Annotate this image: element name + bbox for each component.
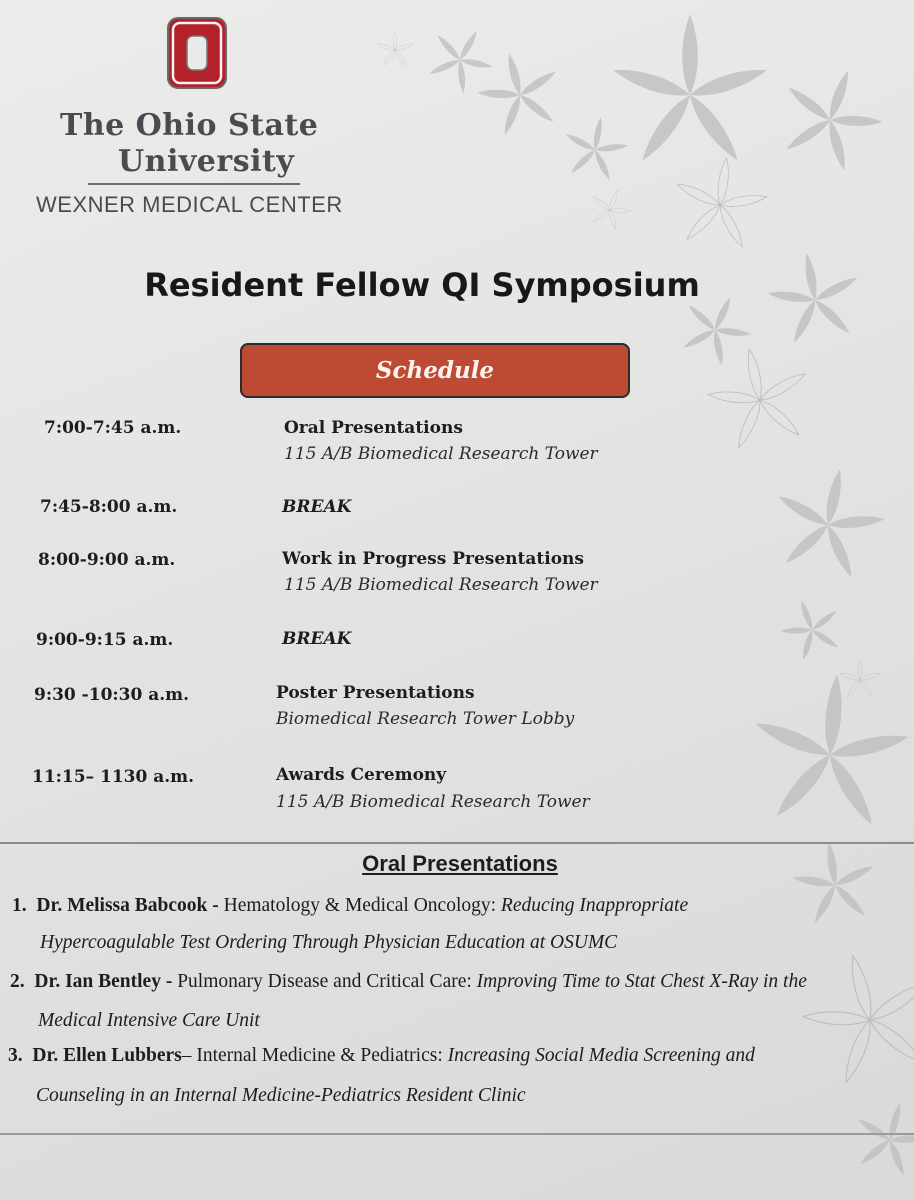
logo-divider: [88, 183, 300, 185]
schedule-event: Poster Presentations: [276, 683, 475, 703]
university-name-line1: The Ohio State: [60, 108, 319, 143]
presentation-item: [8, 1045, 755, 1067]
oral-presentations-heading: Oral Presentations: [362, 851, 558, 876]
page-title: Resident Fellow QI Symposium: [144, 266, 700, 304]
schedule-event: Oral Presentations: [284, 418, 463, 438]
schedule-event: BREAK: [282, 497, 352, 517]
presenter-department: – Internal Medicine & Pediatrics:: [181, 1045, 448, 1066]
schedule-time: 11:15– 1130 a.m.: [32, 767, 195, 787]
schedule-event: BREAK: [282, 629, 352, 649]
presentation-item: [12, 895, 688, 917]
schedule-location: 115 A/B Biomedical Research Tower: [276, 792, 590, 812]
schedule-location: 115 A/B Biomedical Research Tower: [284, 575, 598, 595]
schedule-time: 9:00-9:15 a.m.: [36, 630, 174, 650]
presentation-number: 3.: [8, 1045, 23, 1066]
schedule-event: Work in Progress Presentations: [282, 549, 584, 569]
schedule-banner: [240, 343, 630, 398]
schedule-time: 9:30 -10:30 a.m.: [34, 685, 190, 705]
presentation-number: 1.: [12, 895, 27, 916]
schedule-time: 7:45-8:00 a.m.: [40, 497, 178, 517]
presenter-name: Dr. Melissa Babcook -: [36, 895, 219, 916]
presentation-title-continued: Medical Intensive Care Unit: [38, 1010, 260, 1031]
section-divider: [0, 842, 914, 844]
presenter-name: Dr. Ian Bentley -: [34, 971, 173, 992]
schedule-location: Biomedical Research Tower Lobby: [276, 709, 575, 729]
schedule-time: 8:00-9:00 a.m.: [38, 550, 176, 570]
university-name-line2: University: [118, 144, 295, 179]
presentation-title: Reducing Inappropriate: [500, 895, 689, 916]
schedule-location: 115 A/B Biomedical Research Tower: [284, 444, 598, 464]
presentation-title: Improving Time to Stat Chest X-Ray in the: [476, 971, 807, 992]
presenter-department: Pulmonary Disease and Critical Care:: [172, 971, 477, 992]
presentation-title: Increasing Social Media Screening and: [447, 1045, 755, 1066]
presentation-title-continued: Hypercoagulable Test Ordering Through Physician Education at OSUMC: [40, 932, 618, 953]
presentation-number: 2.: [10, 971, 25, 992]
schedule-event: Awards Ceremony: [276, 765, 447, 785]
medical-center-name: WEXNER MEDICAL CENTER: [36, 192, 343, 217]
schedule-banner-label: Schedule: [375, 357, 495, 384]
presenter-name: Dr. Ellen Lubbers: [32, 1045, 182, 1066]
presenter-department: Hematology & Medical Oncology:: [218, 895, 501, 916]
schedule-time: 7:00-7:45 a.m.: [44, 418, 182, 438]
block-o-logo: [166, 16, 228, 90]
presentation-title-continued: Counseling in an Internal Medicine-Pediatrics Resident Clinic: [36, 1085, 526, 1106]
presentation-item: [10, 971, 807, 993]
section-divider-bottom: [0, 1133, 914, 1135]
